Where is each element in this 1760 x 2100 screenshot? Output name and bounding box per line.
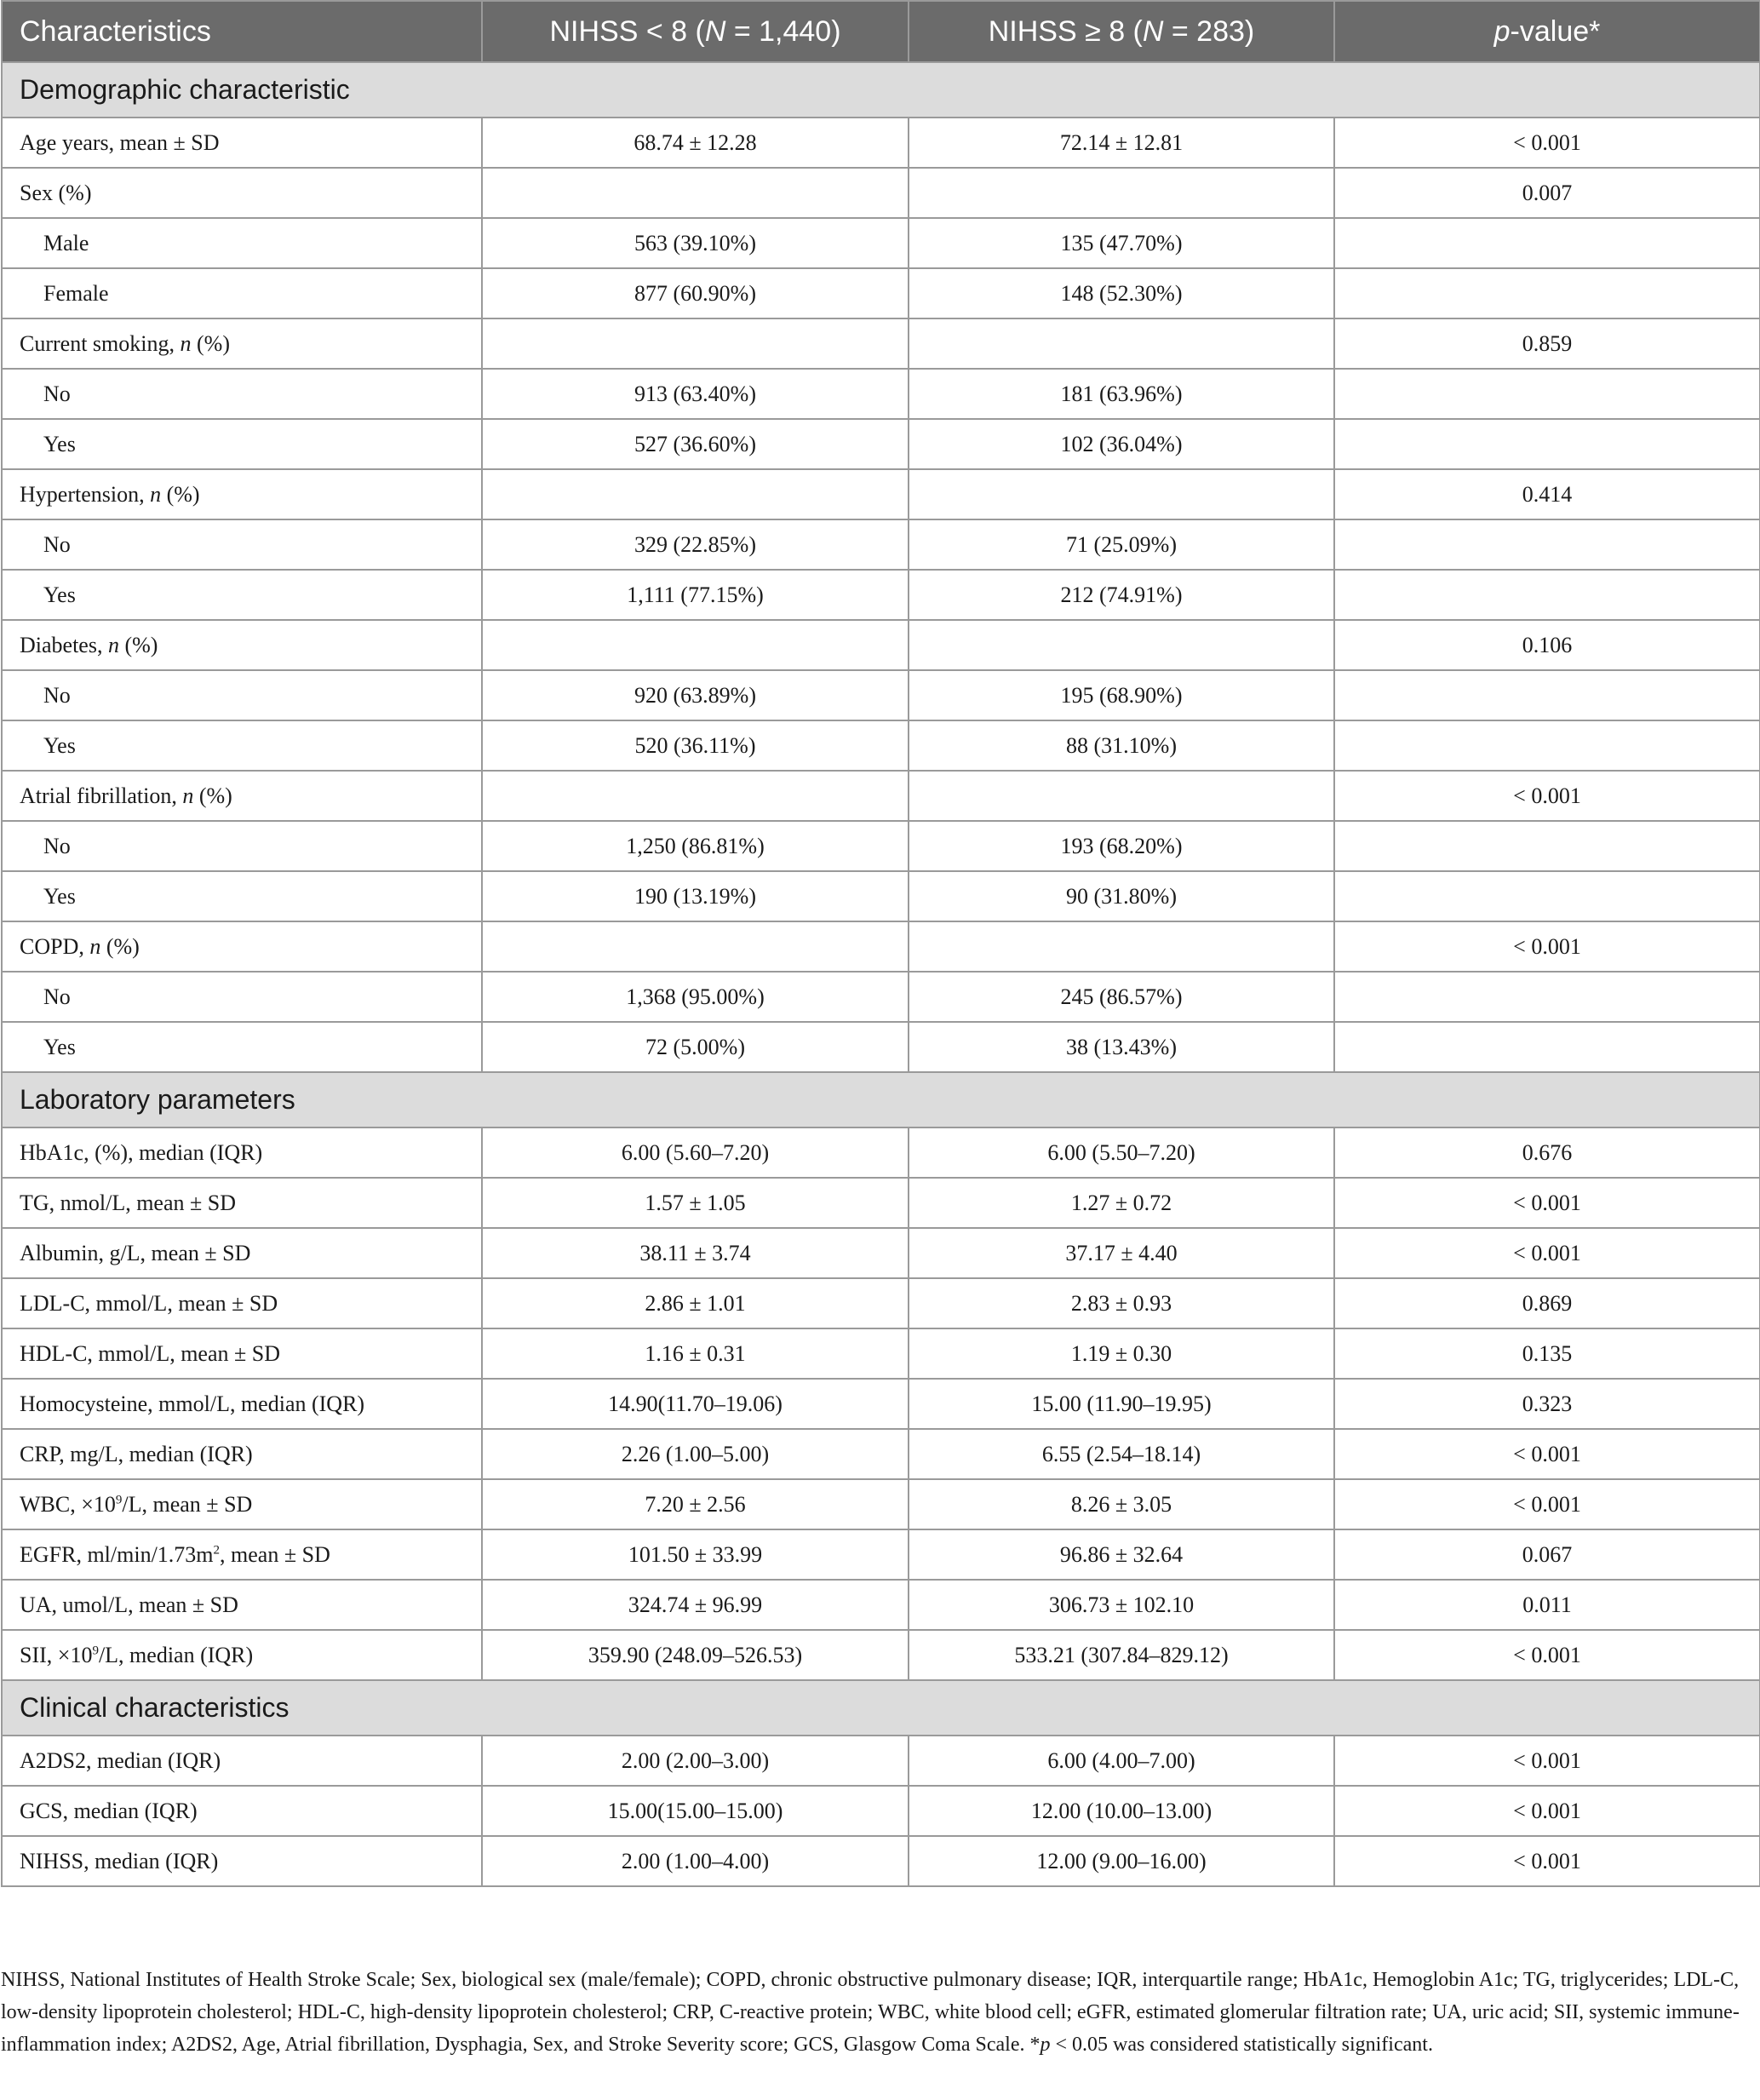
cell-nihss-low: 72 (5.00%) xyxy=(482,1022,909,1072)
cell-p-value: < 0.001 xyxy=(1334,1228,1760,1278)
table-row xyxy=(2,1278,1760,1328)
cell-nihss-high: 96.86 ± 32.64 xyxy=(909,1529,1334,1580)
table-row xyxy=(2,720,1760,771)
cell-nihss-high xyxy=(909,469,1334,519)
cell-nihss-high: 148 (52.30%) xyxy=(909,268,1334,318)
table-row xyxy=(2,1630,1760,1680)
row-label: TG, nmol/L, mean ± SD xyxy=(2,1178,482,1228)
header-characteristics: Characteristics xyxy=(2,1,482,62)
cell-nihss-high: 72.14 ± 12.81 xyxy=(909,118,1334,168)
cell-nihss-high: 1.27 ± 0.72 xyxy=(909,1178,1334,1228)
cell-nihss-high: 90 (31.80%) xyxy=(909,871,1334,921)
cell-nihss-low: 877 (60.90%) xyxy=(482,268,909,318)
characteristics-table xyxy=(1,0,1760,1887)
table-body xyxy=(2,62,1760,1886)
section-title: Clinical characteristics xyxy=(2,1680,1760,1736)
cell-nihss-low: 1.16 ± 0.31 xyxy=(482,1328,909,1379)
cell-p-value: < 0.001 xyxy=(1334,118,1760,168)
cell-nihss-low: 329 (22.85%) xyxy=(482,519,909,570)
cell-nihss-low: 913 (63.40%) xyxy=(482,369,909,419)
row-label: GCS, median (IQR) xyxy=(2,1786,482,1836)
row-label: No xyxy=(2,821,482,871)
cell-p-value xyxy=(1334,670,1760,720)
cell-nihss-low: 38.11 ± 3.74 xyxy=(482,1228,909,1278)
table-row xyxy=(2,620,1760,670)
row-label: Hypertension, n (%) xyxy=(2,469,482,519)
cell-nihss-high: 102 (36.04%) xyxy=(909,419,1334,469)
cell-p-value xyxy=(1334,519,1760,570)
cell-nihss-low: 1,368 (95.00%) xyxy=(482,972,909,1022)
cell-nihss-low xyxy=(482,318,909,369)
cell-p-value: < 0.001 xyxy=(1334,1786,1760,1836)
cell-nihss-low: 68.74 ± 12.28 xyxy=(482,118,909,168)
row-label: No xyxy=(2,369,482,419)
table-row xyxy=(2,972,1760,1022)
cell-nihss-high xyxy=(909,318,1334,369)
section-header xyxy=(2,62,1760,118)
table-row xyxy=(2,1022,1760,1072)
row-label: Female xyxy=(2,268,482,318)
header-p-value: p-value* xyxy=(1334,1,1760,62)
cell-nihss-high: 195 (68.90%) xyxy=(909,670,1334,720)
cell-p-value: 0.414 xyxy=(1334,469,1760,519)
cell-nihss-low: 15.00(15.00–15.00) xyxy=(482,1786,909,1836)
cell-nihss-high: 88 (31.10%) xyxy=(909,720,1334,771)
cell-p-value xyxy=(1334,218,1760,268)
table-row xyxy=(2,1736,1760,1786)
table-row xyxy=(2,1429,1760,1479)
table-row xyxy=(2,469,1760,519)
cell-nihss-low: 1,111 (77.15%) xyxy=(482,570,909,620)
cell-nihss-high: 1.19 ± 0.30 xyxy=(909,1328,1334,1379)
row-label: A2DS2, median (IQR) xyxy=(2,1736,482,1786)
cell-nihss-high xyxy=(909,168,1334,218)
cell-nihss-low xyxy=(482,921,909,972)
cell-p-value: 0.067 xyxy=(1334,1529,1760,1580)
table-header xyxy=(2,1,1760,62)
table-row xyxy=(2,218,1760,268)
table-row xyxy=(2,821,1760,871)
cell-p-value: < 0.001 xyxy=(1334,1836,1760,1886)
cell-nihss-low: 1,250 (86.81%) xyxy=(482,821,909,871)
row-label: No xyxy=(2,670,482,720)
table-row xyxy=(2,1786,1760,1836)
cell-p-value: < 0.001 xyxy=(1334,771,1760,821)
table-row xyxy=(2,519,1760,570)
header-nihss-low: NIHSS < 8 (N = 1,440) xyxy=(482,1,909,62)
cell-nihss-low xyxy=(482,771,909,821)
cell-nihss-low: 1.57 ± 1.05 xyxy=(482,1178,909,1228)
cell-nihss-high: 533.21 (307.84–829.12) xyxy=(909,1630,1334,1680)
cell-p-value: 0.859 xyxy=(1334,318,1760,369)
cell-nihss-high xyxy=(909,771,1334,821)
cell-nihss-low xyxy=(482,469,909,519)
cell-p-value: 0.007 xyxy=(1334,168,1760,218)
row-label: No xyxy=(2,519,482,570)
cell-nihss-low: 101.50 ± 33.99 xyxy=(482,1529,909,1580)
cell-p-value: < 0.001 xyxy=(1334,1479,1760,1529)
cell-nihss-high: 2.83 ± 0.93 xyxy=(909,1278,1334,1328)
header-nihss-high: NIHSS ≥ 8 (N = 283) xyxy=(909,1,1334,62)
cell-nihss-high: 8.26 ± 3.05 xyxy=(909,1479,1334,1529)
cell-nihss-low: 6.00 (5.60–7.20) xyxy=(482,1127,909,1178)
row-label: NIHSS, median (IQR) xyxy=(2,1836,482,1886)
table-row xyxy=(2,570,1760,620)
row-label: Yes xyxy=(2,720,482,771)
cell-nihss-low: 2.00 (2.00–3.00) xyxy=(482,1736,909,1786)
row-label: CRP, mg/L, median (IQR) xyxy=(2,1429,482,1479)
cell-nihss-high: 212 (74.91%) xyxy=(909,570,1334,620)
table-row xyxy=(2,369,1760,419)
cell-p-value xyxy=(1334,871,1760,921)
cell-nihss-low: 7.20 ± 2.56 xyxy=(482,1479,909,1529)
cell-p-value xyxy=(1334,369,1760,419)
cell-nihss-high: 245 (86.57%) xyxy=(909,972,1334,1022)
cell-p-value xyxy=(1334,972,1760,1022)
cell-p-value: < 0.001 xyxy=(1334,921,1760,972)
cell-p-value xyxy=(1334,821,1760,871)
cell-p-value: 0.106 xyxy=(1334,620,1760,670)
cell-p-value: < 0.001 xyxy=(1334,1630,1760,1680)
table-row xyxy=(2,1228,1760,1278)
table-row xyxy=(2,1580,1760,1630)
row-label: HDL-C, mmol/L, mean ± SD xyxy=(2,1328,482,1379)
cell-p-value: < 0.001 xyxy=(1334,1429,1760,1479)
cell-p-value xyxy=(1334,1022,1760,1072)
row-label: WBC, $\times 10^9/L$, mean ± SD xyxy=(2,1479,482,1529)
cell-nihss-high: 181 (63.96%) xyxy=(909,369,1334,419)
section-header xyxy=(2,1680,1760,1736)
section-header xyxy=(2,1072,1760,1127)
row-label: LDL-C, mmol/L, mean ± SD xyxy=(2,1278,482,1328)
row-label: UA, umol/L, mean ± SD xyxy=(2,1580,482,1630)
row-label: Atrial fibrillation, n (%) xyxy=(2,771,482,821)
cell-p-value: 0.135 xyxy=(1334,1328,1760,1379)
cell-nihss-high xyxy=(909,620,1334,670)
cell-nihss-high: 6.55 (2.54–18.14) xyxy=(909,1429,1334,1479)
row-label: COPD, n (%) xyxy=(2,921,482,972)
table-footnote: NIHSS, National Institutes of Health Stroke Scale; Sex, biological sex (male/female); COPD, chronic obstructive pulmonary disease; IQR, interquartile range; HbA1c, Hemoglobin A1c; TG, triglycerides; LDL-C, low-density lipoprotein cholesterol; HDL-C, high-density lipoprotein cholesterol; CRP, C-reactive protein; WBC, white blood cell; eGFR, estimated glomerular filtration rate; UA, uric acid; SII, systemic immune-inflammation index; A2DS2, Age, Atrial fibrillation, Dysphagia, Sex, and Stroke Severity score; GCS, Glasgow Coma Scale. *p < 0.05 was considered statistically significant. xyxy=(1,1969,1740,2056)
table-row xyxy=(2,670,1760,720)
cell-nihss-high: 135 (47.70%) xyxy=(909,218,1334,268)
table-row xyxy=(2,268,1760,318)
row-label: SII, $\times 10^9/L$, median (IQR) xyxy=(2,1630,482,1680)
table-row xyxy=(2,771,1760,821)
cell-nihss-low: 527 (36.60%) xyxy=(482,419,909,469)
cell-nihss-high: 6.00 (5.50–7.20) xyxy=(909,1127,1334,1178)
table-row xyxy=(2,1479,1760,1529)
cell-p-value xyxy=(1334,720,1760,771)
cell-nihss-low: 324.74 ± 96.99 xyxy=(482,1580,909,1630)
table-row xyxy=(2,318,1760,369)
cell-nihss-high: 6.00 (4.00–7.00) xyxy=(909,1736,1334,1786)
cell-nihss-low: 2.26 (1.00–5.00) xyxy=(482,1429,909,1479)
cell-nihss-low: 359.90 (248.09–526.53) xyxy=(482,1630,909,1680)
row-label: HbA1c, (%), median (IQR) xyxy=(2,1127,482,1178)
cell-nihss-low: 2.00 (1.00–4.00) xyxy=(482,1836,909,1886)
table-row xyxy=(2,1127,1760,1178)
cell-nihss-high: 193 (68.20%) xyxy=(909,821,1334,871)
row-label: Albumin, g/L, mean ± SD xyxy=(2,1228,482,1278)
section-title: Demographic characteristic xyxy=(2,62,1760,118)
row-label: No xyxy=(2,972,482,1022)
cell-p-value xyxy=(1334,268,1760,318)
row-label: EGFR, $ml/\min/1.73m^2$, mean ± SD xyxy=(2,1529,482,1580)
cell-nihss-low: 190 (13.19%) xyxy=(482,871,909,921)
table-row xyxy=(2,1836,1760,1886)
row-label: Current smoking, n (%) xyxy=(2,318,482,369)
table-row xyxy=(2,1178,1760,1228)
row-label: Homocysteine, mmol/L, median (IQR) xyxy=(2,1379,482,1429)
cell-p-value: < 0.001 xyxy=(1334,1178,1760,1228)
cell-nihss-high: 37.17 ± 4.40 xyxy=(909,1228,1334,1278)
cell-nihss-low xyxy=(482,620,909,670)
table-row xyxy=(2,1529,1760,1580)
cell-p-value: 0.676 xyxy=(1334,1127,1760,1178)
cell-nihss-high: 12.00 (10.00–13.00) xyxy=(909,1786,1334,1836)
table-row xyxy=(2,921,1760,972)
cell-p-value xyxy=(1334,570,1760,620)
cell-p-value: 0.869 xyxy=(1334,1278,1760,1328)
section-title: Laboratory parameters xyxy=(2,1072,1760,1127)
cell-p-value: 0.323 xyxy=(1334,1379,1760,1429)
table-row xyxy=(2,168,1760,218)
cell-p-value: 0.011 xyxy=(1334,1580,1760,1630)
table-row xyxy=(2,118,1760,168)
cell-nihss-low: 14.90(11.70–19.06) xyxy=(482,1379,909,1429)
row-label: Diabetes, n (%) xyxy=(2,620,482,670)
cell-p-value: < 0.001 xyxy=(1334,1736,1760,1786)
cell-nihss-high: 12.00 (9.00–16.00) xyxy=(909,1836,1334,1886)
cell-nihss-low: 563 (39.10%) xyxy=(482,218,909,268)
cell-nihss-high: 15.00 (11.90–19.95) xyxy=(909,1379,1334,1429)
row-label: Sex (%) xyxy=(2,168,482,218)
table-row xyxy=(2,419,1760,469)
table-row xyxy=(2,871,1760,921)
cell-nihss-low: 520 (36.11%) xyxy=(482,720,909,771)
cell-nihss-high: 38 (13.43%) xyxy=(909,1022,1334,1072)
table-row xyxy=(2,1328,1760,1379)
cell-nihss-high: 306.73 ± 102.10 xyxy=(909,1580,1334,1630)
cell-nihss-high xyxy=(909,921,1334,972)
row-label: Yes xyxy=(2,1022,482,1072)
cell-nihss-low xyxy=(482,168,909,218)
cell-nihss-low: 920 (63.89%) xyxy=(482,670,909,720)
cell-nihss-high: 71 (25.09%) xyxy=(909,519,1334,570)
row-label: Yes xyxy=(2,570,482,620)
cell-nihss-low: 2.86 ± 1.01 xyxy=(482,1278,909,1328)
row-label: Yes xyxy=(2,871,482,921)
table-row xyxy=(2,1379,1760,1429)
row-label: Male xyxy=(2,218,482,268)
row-label: Yes xyxy=(2,419,482,469)
cell-p-value xyxy=(1334,419,1760,469)
row-label: Age years, mean ± SD xyxy=(2,118,482,168)
